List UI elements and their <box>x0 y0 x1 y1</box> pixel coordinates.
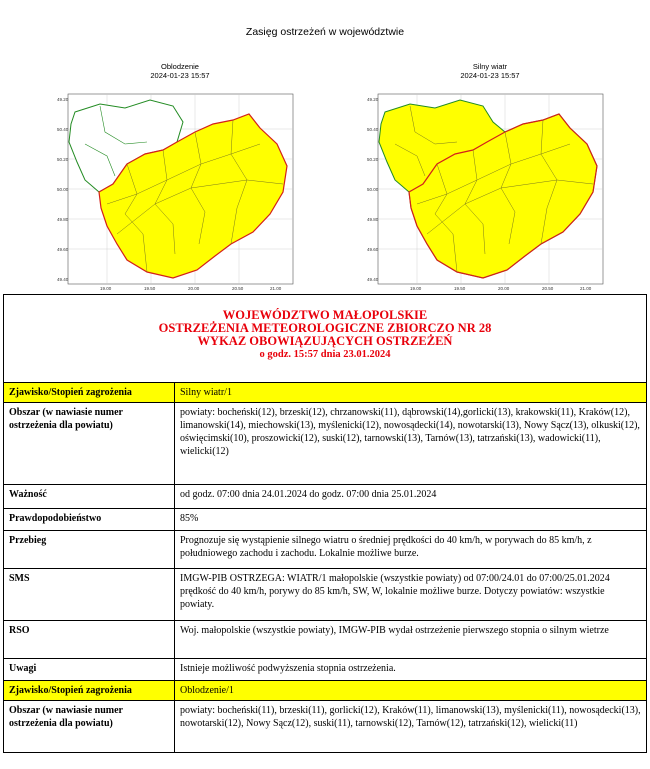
svg-text:50.20: 50.20 <box>367 157 379 162</box>
svg-text:49.60: 49.60 <box>57 247 69 252</box>
area-value: powiaty: bocheński(11), brzeski(11), gorlicki(12), Kraków(11), limanowski(13), myślenicki(11), nowosądecki(13), nowotarski(12), Nowy Sącz(12), suski(11), tarnowski(12), Tarnów(12), tatrzański(12), wielicki(11) <box>175 701 647 753</box>
svg-text:50.00: 50.00 <box>367 187 379 192</box>
area-value: powiaty: bocheński(12), brzeski(12), chrzanowski(11), dąbrowski(14),gorlicki(13), krakowski(11), Kraków(12), limanowski(14), miechowski(13), myślenicki(12), nowosądecki(14), nowotarski(13), Nowy Sącz(13), olkuski(12), oświęcimski(10), proszowicki(12), suski(12), tarnowski(13), Tarnów(13), tatrzański(13), wadowicki(11), wielicki(12) <box>175 403 647 485</box>
svg-text:50.40: 50.40 <box>57 127 69 132</box>
svg-text:50.00: 50.00 <box>57 187 69 192</box>
rso-value: Woj. małopolskie (wszystkie powiaty), IMGW-PIB wydał ostrzeżenie pierwszego stopnia o silnym wietrze <box>175 621 647 659</box>
svg-text:50.20: 50.20 <box>57 157 69 162</box>
svg-text:20.50: 20.50 <box>232 286 244 291</box>
phenomenon-value: Silny wiatr/1 <box>175 383 647 403</box>
page-title: Zasięg ostrzeżeń w województwie <box>245 26 405 38</box>
probability-value: 85% <box>175 509 647 531</box>
row-label: SMS <box>4 569 175 621</box>
svg-text:21.00: 21.00 <box>270 286 282 291</box>
svg-text:50.40: 50.40 <box>367 127 379 132</box>
svg-text:49.80: 49.80 <box>57 217 69 222</box>
svg-text:49.60: 49.60 <box>367 247 379 252</box>
map-silny-wiatr <box>365 62 615 294</box>
table-row <box>4 531 647 569</box>
heading-voivodeship: WOJEWÓDZTWO MAŁOPOLSKIE <box>222 308 428 322</box>
table-row <box>4 403 647 485</box>
validity-value: od godz. 07:00 dnia 24.01.2024 do godz. 07:00 dnia 25.01.2024 <box>175 485 647 509</box>
heading-list: WYKAZ OBOWIĄZUJĄCYCH OSTRZEŻEŃ <box>197 334 453 348</box>
phenomenon-value: Oblodzenie/1 <box>175 681 647 701</box>
remarks-value: Istnieje możliwość podwyższenia stopnia ostrzeżenia. <box>175 659 647 681</box>
svg-text:19.00: 19.00 <box>410 286 422 291</box>
warning-map <box>365 84 615 294</box>
row-label: Obszar (w nawiasie numer ostrzeżenia dla powiatu) <box>4 701 175 753</box>
svg-text:49.20: 49.20 <box>367 97 379 102</box>
course-value: Prognozuje się wystąpienie silnego wiatru o średniej prędkości do 40 km/h, w porywach do 85 km/h, z południowego zachodu i zachodu. Lokalnie możliwe burze. <box>175 531 647 569</box>
row-label: Zjawisko/Stopień zagrożenia <box>4 383 175 403</box>
table-row <box>4 569 647 621</box>
map-oblodzenie <box>55 62 305 294</box>
row-label: Zjawisko/Stopień zagrożenia <box>4 681 175 701</box>
warnings-table <box>3 294 647 753</box>
row-label: Przebieg <box>4 531 175 569</box>
svg-text:20.50: 20.50 <box>542 286 554 291</box>
svg-text:19.50: 19.50 <box>144 286 156 291</box>
map-title: Oblodzenie <box>161 62 199 71</box>
heading-time: o godz. 15:57 dnia 23.01.2024 <box>259 349 391 360</box>
svg-text:19.00: 19.00 <box>100 286 112 291</box>
heading-collective: OSTRZEŻENIA METEOROLOGICZNE ZBIORCZO NR 28 <box>158 321 492 335</box>
table-row <box>4 701 647 753</box>
table-heading <box>4 295 647 383</box>
table-row <box>4 621 647 659</box>
map-title: Silny wiatr <box>472 62 508 71</box>
svg-text:49.40: 49.40 <box>367 277 379 282</box>
table-row <box>4 383 647 403</box>
row-label: Obszar (w nawiasie numer ostrzeżenia dla powiatu) <box>4 403 175 485</box>
sms-value: IMGW-PIB OSTRZEGA: WIATR/1 małopolskie (wszystkie powiaty) od 07:00/24.01 do 07:00/25.01.2024 prędkość do 40 km/h, porywy do 85 km/h, SW, W, lokalnie możliwe burze. Dotyczy powiatów: wszystkie powiaty. <box>175 569 647 621</box>
row-label: Prawdopodobieństwo <box>4 509 175 531</box>
svg-text:49.80: 49.80 <box>367 217 379 222</box>
table-row <box>4 509 647 531</box>
map-datetime: 2024-01-23 15:57 <box>460 71 520 80</box>
svg-text:49.40: 49.40 <box>57 277 69 282</box>
row-label: RSO <box>4 621 175 659</box>
table-row <box>4 681 647 701</box>
svg-text:21.00: 21.00 <box>580 286 592 291</box>
map-datetime: 2024-01-23 15:57 <box>150 71 210 80</box>
svg-text:20.00: 20.00 <box>498 286 510 291</box>
svg-text:20.00: 20.00 <box>188 286 200 291</box>
warning-map <box>55 84 305 294</box>
row-label: Uwagi <box>4 659 175 681</box>
row-label: Ważność <box>4 485 175 509</box>
svg-text:19.50: 19.50 <box>454 286 466 291</box>
table-row <box>4 659 647 681</box>
svg-text:49.20: 49.20 <box>57 97 69 102</box>
table-row <box>4 485 647 509</box>
